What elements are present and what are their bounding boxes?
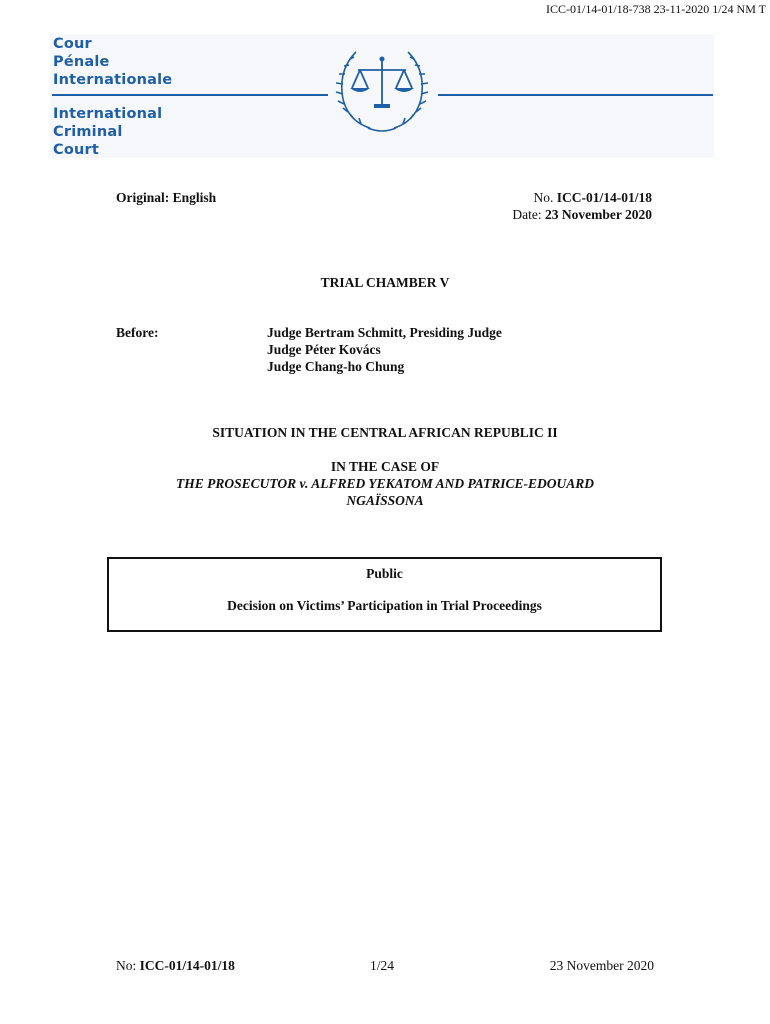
logo-fr-line-1: Cour	[53, 36, 92, 52]
footer-no-prefix: No:	[116, 958, 140, 973]
chamber-title: TRIAL CHAMBER V	[320, 275, 450, 290]
footer-page-number: 1/24	[370, 958, 395, 973]
case-number: ICC-01/14-01/18	[556, 190, 652, 205]
judge-third: Judge Chang-ho Chung	[267, 359, 405, 374]
date-line	[512, 206, 652, 223]
classification-box	[107, 557, 662, 632]
situation-title: SITUATION IN THE CENTRAL AFRICAN REPUBLIC II	[212, 425, 558, 440]
document-stamp: ICC-01/14-01/18-738 23-11-2020 1/24 NM T	[546, 2, 766, 16]
footer-date: 23 November 2020	[549, 958, 654, 973]
case-parties: THE PROSECUTOR v. ALFRED YEKATOM AND PATRICE-EDOUARD NGAÏSSONA	[176, 476, 594, 508]
original-language: Original: English	[116, 190, 217, 205]
footer-case-number	[116, 957, 235, 974]
logo-en-line-1: International	[53, 106, 163, 122]
judge-second: Judge Péter Kovács	[267, 342, 381, 357]
date-prefix: Date:	[512, 207, 545, 222]
judges-list	[267, 324, 502, 375]
logo-fr-line-3: Internationale	[53, 72, 173, 88]
logo-en-line-2: Criminal	[53, 124, 123, 140]
logo-english-name	[53, 105, 162, 159]
before-label: Before:	[116, 325, 159, 340]
in-the-case-label: IN THE CASE OF	[330, 459, 440, 474]
document-date: 23 November 2020	[545, 207, 652, 222]
logo-french-name	[53, 35, 172, 89]
footer-no: ICC-01/14-01/18	[139, 958, 235, 973]
judge-presiding: Judge Bertram Schmitt, Presiding Judge	[267, 325, 502, 340]
case-number-prefix: No.	[533, 190, 557, 205]
decision-title: Decision on Victims’ Participation in Trial Proceedings	[227, 598, 542, 613]
classification-label: Public	[366, 566, 403, 581]
case-number-line	[534, 189, 653, 206]
logo-rule-right	[438, 94, 713, 96]
logo-rule-left	[52, 94, 328, 96]
logo-en-line-3: Court	[53, 142, 100, 158]
icc-scales-emblem-icon	[330, 44, 434, 134]
logo-fr-line-2: Pénale	[53, 54, 110, 70]
